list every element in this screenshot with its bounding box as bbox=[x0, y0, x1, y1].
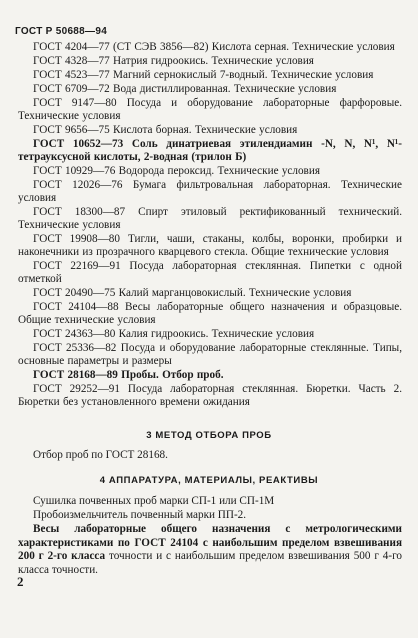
reference-item: ГОСТ 9656—75 Кислота борная. Технические условия bbox=[33, 124, 298, 136]
reference-item: ГОСТ 6709—72 Вода дистиллированная. Технические условия bbox=[33, 83, 337, 95]
document-header: ГОСТ Р 50688—94 bbox=[15, 26, 108, 37]
section-3-title: 3 МЕТОД ОТБОРА ПРОБ bbox=[146, 430, 272, 441]
reference-item: ГОСТ 4204—77 (СТ СЭВ 3856—82) Кислота серная. Технические условия bbox=[33, 41, 395, 53]
reference-item: ГОСТ 4328—77 Натрия гидроокись. Технические условия bbox=[33, 55, 314, 67]
reference-item: ГОСТ 19908—80 Тигли, чаши, стаканы, колбы, воронки, пробирки и наконечники из прозрачного кварцевого стекла. Общие технические условия bbox=[18, 233, 402, 258]
page-number: 2 bbox=[17, 574, 24, 589]
section-3-text: Отбор проб по ГОСТ 28168. bbox=[33, 449, 168, 461]
section-4-title: 4 АППАРАТУРА, МАТЕРИАЛЫ, РЕАКТИВЫ bbox=[99, 475, 319, 486]
reference-item: ГОСТ 12026—76 Бумага фильтровальная лабораторная. Технические условия bbox=[18, 179, 402, 204]
reference-item: ГОСТ 18300—87 Спирт этиловый ректификованный технический. Технические условия bbox=[18, 206, 402, 231]
reference-item: ГОСТ 10929—76 Водорода пероксид. Технические условия bbox=[33, 165, 320, 177]
reference-item: ГОСТ 25336—82 Посуда и оборудование лабораторные стеклянные. Типы, основные параметры и размеры bbox=[18, 342, 402, 367]
reference-item: ГОСТ 28168—89 Пробы. Отбор проб. bbox=[33, 369, 224, 381]
reference-item: ГОСТ 29252—91 Посуда лабораторная стеклянная. Бюретки. Часть 2. Бюретки без установленного времени ожидания bbox=[18, 383, 402, 408]
section-4-para-2: Пробоизмельчитель почвенный марки ПП-2. bbox=[33, 509, 247, 521]
reference-item: ГОСТ 9147—80 Посуда и оборудование лабораторные фарфоровые. Технические условия bbox=[18, 97, 402, 122]
reference-item: ГОСТ 24104—88 Весы лабораторные общего назначения и образцовые. Общие технические условия bbox=[18, 301, 402, 326]
section-4-para-3-end: точности и с наибольшим пределом взвешивания 500 г 4-го класса точности. bbox=[18, 550, 402, 576]
reference-item: ГОСТ 20490—75 Калий марганцовокислый. Технические условия bbox=[33, 287, 352, 299]
reference-item: ГОСТ 4523—77 Магний сернокислый 7-водный. Технические условия bbox=[33, 69, 374, 81]
reference-item: ГОСТ 24363—80 Калия гидроокись. Технические условия bbox=[33, 328, 315, 340]
reference-item: ГОСТ 22169—91 Посуда лабораторная стеклянная. Пипетки с одной отметкой bbox=[18, 260, 402, 285]
references-list bbox=[18, 41, 402, 410]
reference-item: ГОСТ 10652—73 Соль динатриевая этилендиамин -N, N, N¹, N¹-тетрауксусной кислоты, 2-водная (трилон Б) bbox=[18, 138, 402, 163]
section-4-para-3 bbox=[18, 523, 402, 577]
section-4-para-3-start: Весы лабораторные общего назначения с метрологическими характеристиками по ГОСТ 24104 с наибольшим пределом взвешивания 200 г 2-го класса bbox=[18, 523, 402, 562]
section-4-para-1: Сушилка почвенных проб марки СП-1 или СП-1М bbox=[33, 495, 275, 507]
